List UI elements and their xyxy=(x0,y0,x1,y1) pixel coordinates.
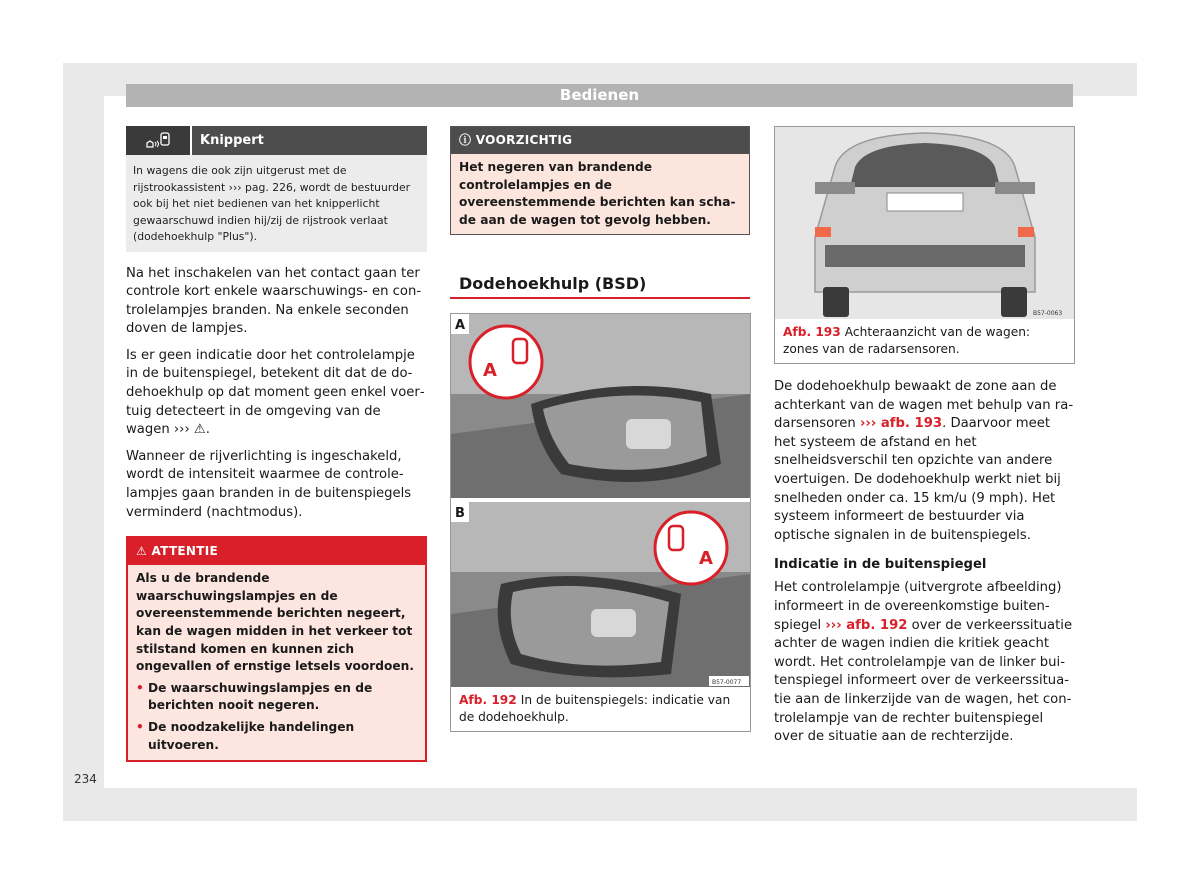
right-column xyxy=(774,126,1074,747)
caption-label: Afb. 192 xyxy=(459,693,517,707)
text-run: over de verkeerssituatie achter de wagen indien die kritiek geacht wordt. Het controlelampje van de linker buitenspiegel informeert over de verkeerssituatie aan de linkerzijde van de wagen, het controlelampje van de rechter buitenspiegel over de situatie aan de rechterzijde. xyxy=(774,617,1073,745)
figure-193 xyxy=(774,126,1075,364)
svg-text:A: A xyxy=(483,360,497,381)
caption-text: Achteraanzicht van de wagen: zones van de radarsensoren. xyxy=(783,325,1031,356)
figure-code: B57-0077 xyxy=(712,679,742,686)
figure-193-code: B57-0063 xyxy=(1033,310,1063,317)
knippert-header xyxy=(126,126,427,155)
attentie-box xyxy=(126,536,427,762)
paragraph-indicatie xyxy=(774,579,1074,746)
paragraph-bsd-description xyxy=(774,378,1074,545)
voorzichtig-body: Het negeren van brandende controlelampjes en de overeenstemmende berichten kan schade aan de wagen tot gevolg hebben. xyxy=(459,160,736,227)
text-run: . Daarvoor meet het systeem de afstand en het snelheidsverschil ten opzichte van andere voertuigen. De dodehoekhulp werkt niet bij snelheden onder ca. 15 km/u (9 mph). Het systeem informeert de bestuurder via optische signalen in de buitenspiegels. xyxy=(774,416,1061,543)
text-run: De dodehoekhulp bewaakt de zone aan de achterkant van de wagen met behulp van radarsensoren xyxy=(774,379,1074,432)
section-title: Dodehoekhulp (BSD) xyxy=(450,274,750,299)
figure-193-link[interactable]: ››› afb. 193 xyxy=(859,416,943,432)
attentie-text: Als u de brandende waarschuwingslampjes en de overeenstemmende berichten negeert, kan de wagen midden in het verkeer tot stilstand komen en kunnen zich ongevallen of ernstige letsels voordoen. xyxy=(136,571,414,674)
voorzichtig-title: ⓘ VOORZICHTIG xyxy=(451,127,749,154)
paragraph-no-indication: Is er geen indicatie door het controlelampje in de buitenspiegel, betekent dit dat de dodehoekhulp op dat moment geen enkel voertuig detecteert in de omgeving van de wagen ››› ⚠. xyxy=(126,347,425,438)
middle-column xyxy=(450,126,750,732)
knippert-title: Knippert xyxy=(190,126,264,155)
caption-label: Afb. 193 xyxy=(783,325,841,339)
mirror-illustration xyxy=(451,314,750,687)
caption-text: In de buitenspiegels: indicatie van de dodehoekhulp. xyxy=(459,693,731,724)
section-header: Bedienen xyxy=(126,84,1073,107)
car-blind-spot-indicator-icon xyxy=(126,126,190,155)
figure-caption xyxy=(451,687,750,731)
attentie-title: ⚠ ATTENTIE xyxy=(128,538,425,565)
paragraph-night-mode: Wanneer de rijverlichting is ingeschakeld, wordt de intensiteit waarmee de controlelampjes gaan branden in de buitenspiegels verminderd (nachtmodus). xyxy=(126,448,412,520)
figure-192-link[interactable]: ››› afb. 192 xyxy=(825,617,908,633)
figure-192 xyxy=(450,313,751,732)
svg-text:A: A xyxy=(699,548,713,569)
car-rear-illustration xyxy=(775,127,1074,319)
attentie-body xyxy=(128,565,425,760)
subheading-indicatie: Indicatie in de buitenspiegel xyxy=(774,557,987,573)
left-column xyxy=(126,126,427,762)
panel-b-label: B xyxy=(455,506,465,521)
paragraph-contact: Na het inschakelen van het contact gaan ter controle kort enkele waarschuwings- en controlelampjes branden. Na enkele seconden doven de lampjes. xyxy=(126,265,422,337)
panel-a-label: A xyxy=(455,318,466,333)
figure-193-caption xyxy=(775,319,1074,363)
attentie-bullet: • De noodzakelijke handelingen uitvoeren. xyxy=(136,719,417,754)
text-run: Het controlelampje (uitvergrote afbeelding) informeert in de overeenkomstige buitenspiegel xyxy=(774,580,1062,633)
page-number: 234 xyxy=(74,772,97,786)
voorzichtig-box xyxy=(450,126,750,235)
knippert-note: In wagens die ook zijn uitgerust met de rijstrookassistent ››› pag. 226, wordt de bestuurder ook bij het niet bedienen van het knipperlicht gewaarschuwd indien hij/zij de rijstrook verlaat (dodehoekhulp "Plus"). xyxy=(126,155,427,252)
attentie-bullet: • De waarschuwingslampjes en de berichten nooit negeren. xyxy=(136,680,417,715)
